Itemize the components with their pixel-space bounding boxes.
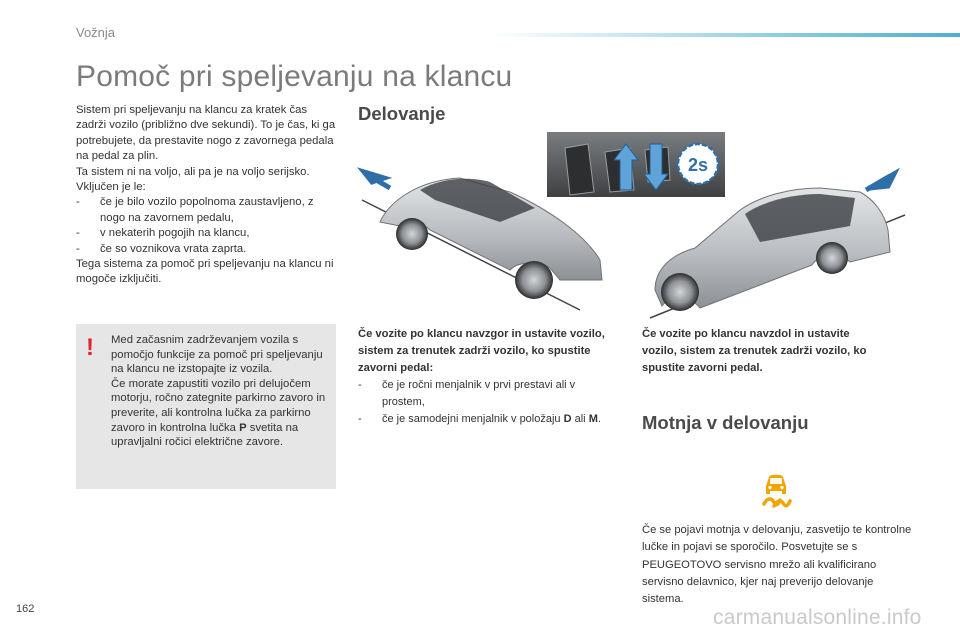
malfunction-heading: Motnja v delovanju <box>642 412 809 433</box>
pedal-panel <box>547 132 725 197</box>
intro-paragraph: Tega sistema za pomoč pri speljevanju na klancu ni mogoče izključiti. <box>76 258 334 286</box>
uphill-bullet: - če je ročni menjalnik v prvi prestavi ali v prostem, <box>358 379 576 408</box>
malfunction-text: Če se pojavi motnja v delovanju, zasvetijo te kontrolne lučke in pojavi se sporočilo. Posvetujte se s PEUGEOTOVO servisno mrežo ali kvalificirano servisno delavnico, kjer naj preverijo delovanje sistema. <box>642 524 912 606</box>
exclamation-icon: ! <box>86 334 94 361</box>
uphill-lead: Če vozite po klancu navzgor in ustavite vozilo, sistem za trenutek zadrži vozilo, ko spustite zavorni pedal: <box>358 328 605 374</box>
intro-bullet: - če je bilo vozilo popolnoma zaustavljeno, z nogo na zavornem pedalu, <box>76 196 314 224</box>
downhill-lead: Če vozite po klancu navzdol in ustavite vozilo, sistem za trenutek zadrži vozilo, ko spustite zavorni pedal. <box>642 328 867 374</box>
timer-2s-icon <box>678 144 718 184</box>
intro-bullet: - če so voznikova vrata zaprta. <box>76 242 247 255</box>
warning-paragraph: Če morate zapustiti vozilo pri delujočem motorju, ročno zategnite parkirno zavoro in preverite, ali kontrolna lučka za parkirno zavoro in kontrolna lučka P svetita na upravljalni ročici električne zavore. <box>111 377 326 449</box>
arrow-up-right-icon <box>866 174 894 190</box>
watermark: carmanualsonline.info <box>713 606 922 629</box>
page-number: 162 <box>16 603 35 615</box>
intro-text <box>76 103 338 288</box>
intro-paragraph: Vključen je le: <box>76 181 146 194</box>
header-rule <box>490 33 960 37</box>
operation-heading: Delovanje <box>358 103 446 124</box>
uphill-bullet: - če je samodejni menjalnik v položaju D ali M. <box>358 413 601 425</box>
intro-paragraph: Sistem pri speljevanju na klancu za kratek čas zadrži vozilo (približno dve sekundi). To je čas, ki ga potrebujete, da prestavite nogo z zavornega pedala na pedal za plin. <box>76 104 336 163</box>
skid-warning-icon <box>758 470 794 510</box>
warning-paragraph: Med začasnim zadrževanjem vozila s pomočjo funkcije za pomoč pri speljevanju na klancu ne izstopajte iz vozila. <box>111 334 323 376</box>
intro-paragraph: Ta sistem ni na voljo, ali pa je na voljo serijsko. <box>76 165 310 178</box>
intro-bullet: - v nekaterih pogojih na klancu, <box>76 227 250 240</box>
arrow-up-left-icon <box>364 172 390 188</box>
warning-text <box>111 333 333 450</box>
section-label: Vožnja <box>76 25 116 40</box>
uphill-text <box>358 326 620 428</box>
svg-text:2s: 2s <box>687 155 709 175</box>
hill-assist-illustration <box>350 130 915 330</box>
page-title: Pomoč pri speljevanju na klancu <box>76 60 513 93</box>
